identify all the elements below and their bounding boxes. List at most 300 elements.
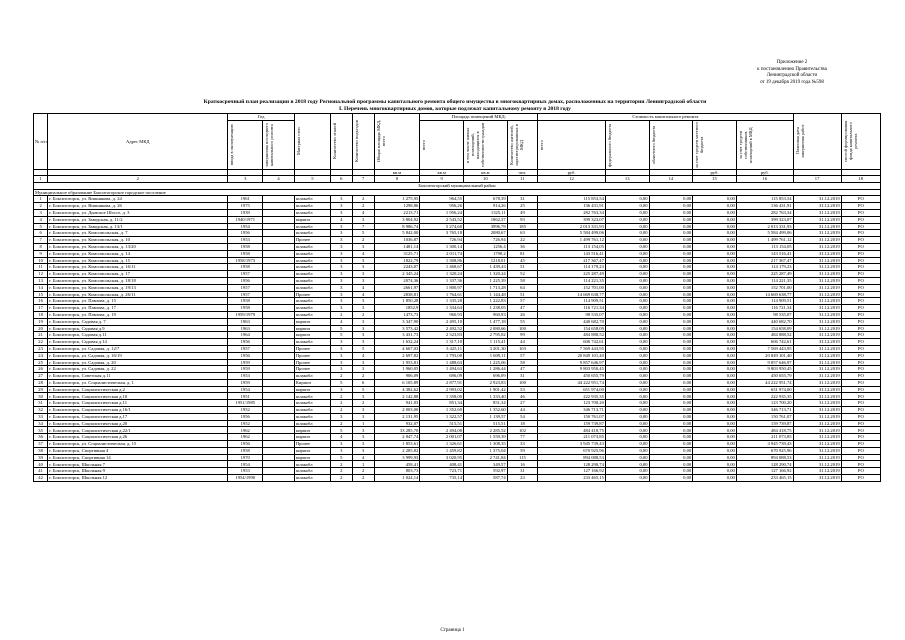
address-cell: г. Бокситогорск, Спортивная 4 (48, 447, 228, 454)
reg-cell: 0,00 (649, 400, 693, 407)
cost-all-cell: 20 849 101,40 (538, 352, 606, 359)
year-built-cell: 1957 (228, 291, 263, 298)
area-total-cell: 2 131,95 (374, 413, 420, 420)
col-cost-all-header: всего (538, 120, 606, 169)
year-built-cell: 1958 (228, 250, 263, 257)
area-total-cell: 3 999,93 (374, 454, 420, 461)
own-cell: 3 945 739,43 (736, 441, 793, 448)
method-cell: РО (841, 298, 880, 305)
fed-cell: 0,00 (605, 420, 649, 427)
area-all-cell: 1 488,63 (420, 359, 464, 366)
reg-cell: 0,00 (649, 454, 693, 461)
table-row (34, 250, 881, 257)
area-all-cell: 5 274,60 (420, 223, 464, 230)
page-footer: Страница 1 (440, 628, 465, 633)
floors-cell: 3 (330, 257, 352, 264)
fed-cell: 0,00 (605, 461, 649, 468)
address-cell: г. Бокситогорск, ул. Социалистическая, д. 15 (48, 441, 228, 448)
area-total-cell: 1473,73 (374, 311, 420, 318)
method-cell: РО (841, 352, 880, 359)
unit-label: руб. (693, 169, 737, 176)
area-priv-cell: 2 285,52 (464, 427, 508, 434)
table-row (34, 339, 881, 346)
year-repair-cell (263, 413, 295, 420)
mun-cell: 0,00 (693, 441, 737, 448)
table-row (34, 386, 881, 393)
year-repair-cell (263, 284, 295, 291)
area-all-cell: 960,93 (420, 311, 464, 318)
own-cell: 5 584 499,06 (736, 230, 793, 237)
mun-cell: 0,00 (693, 447, 737, 454)
area-priv-cell: 1 222,83 (464, 298, 508, 305)
year-built-cell: 1953 (228, 373, 263, 380)
area-priv-cell: 1218,01 (464, 257, 508, 264)
area-total-cell: 932,07 (374, 420, 420, 427)
mun-cell: 0,00 (693, 250, 737, 257)
entrances-cell: 3 (352, 413, 374, 420)
address-cell: г. Бокситогорск, ул. Комсомольская, д. 26/11 (48, 291, 228, 298)
col-reg-header: областного бюджета (649, 120, 693, 169)
own-cell: 1 499 761,12 (736, 237, 793, 244)
mun-cell: 0,00 (693, 454, 737, 461)
column-number: 16 (736, 176, 793, 183)
cost-all-cell: 114 221,35 (538, 277, 606, 284)
row-number: 15 (34, 291, 48, 298)
area-priv-cell: 1 225,39 (464, 277, 508, 284)
material-cell: шлакобл (294, 223, 330, 230)
table-row (34, 332, 881, 339)
floors-cell: 3 (330, 209, 352, 216)
unit-label: кв.м (420, 169, 464, 176)
year-built-cell: 1958 (228, 243, 263, 250)
floors-cell: 3 (330, 305, 352, 312)
table-row (34, 468, 881, 475)
entrances-cell: 7 (352, 223, 374, 230)
cost-all-cell: 894 088,53 (538, 454, 606, 461)
area-all-cell: 964,55 (420, 196, 464, 203)
planned-date-cell: 31.12.2019 (793, 461, 841, 468)
cost-all-cell: 143 516,41 (538, 250, 606, 257)
residents-cell: 31 (507, 196, 538, 203)
area-priv-cell: 1 286,44 (464, 366, 508, 373)
mun-cell: 0,00 (693, 420, 737, 427)
planned-date-cell: 31.12.2019 (793, 400, 841, 407)
floors-cell: 3 (330, 339, 352, 346)
reg-cell: 0,00 (649, 196, 693, 203)
area-total-cell: 3 431,73 (374, 332, 420, 339)
area-all-cell: 723,71 (420, 468, 464, 475)
year-repair-cell (263, 264, 295, 271)
residents-cell: 99 (507, 332, 538, 339)
col-area-total-header: Общая площадь МКД, всего (374, 114, 420, 170)
entrances-cell: 5 (352, 345, 374, 352)
address-cell: г. Бокситогорск, ул. Комсомольская, д. 15 (48, 257, 228, 264)
area-priv-cell: 2 741,84 (464, 454, 508, 461)
entrances-cell: 3 (352, 427, 374, 434)
mun-cell: 0,00 (693, 325, 737, 332)
row-number: 39 (34, 454, 48, 461)
table-row (34, 407, 881, 414)
entrances-cell: 3 (352, 271, 374, 278)
own-cell: 143 516,41 (736, 250, 793, 257)
settlement-row (34, 189, 881, 196)
area-all-cell: 515,51 (420, 420, 464, 427)
cost-all-cell: 399 323,07 (538, 216, 606, 223)
area-total-cell: 1 275,95 (374, 196, 420, 203)
planned-date-cell: 31.12.2019 (793, 413, 841, 420)
cost-all-cell: 123 700,20 (538, 400, 606, 407)
row-number: 27 (34, 373, 48, 380)
residents-cell: 23 (507, 475, 538, 482)
material-cell: шлакобл (294, 468, 330, 475)
mun-cell: 0,00 (693, 203, 737, 210)
own-cell: 450 655,79 (736, 373, 793, 380)
residents-cell: 45 (507, 257, 538, 264)
floors-cell: 3 (330, 250, 352, 257)
area-total-cell: 5 842,00 (374, 230, 420, 237)
material-cell: шлакобл (294, 413, 330, 420)
year-repair-cell (263, 407, 295, 414)
area-priv-cell: 1 713,28 (464, 284, 508, 291)
own-cell: 282 763,34 (736, 209, 793, 216)
area-total-cell: 2661,97 (374, 284, 420, 291)
address-cell: г. Бокситогорск, Садовая д.11 (48, 332, 228, 339)
column-number: 2 (48, 176, 228, 183)
reg-cell: 0,00 (649, 339, 693, 346)
area-all-cell: 1 468,67 (420, 264, 464, 271)
area-priv-cell: 1 559,39 (464, 434, 508, 441)
fed-cell: 0,00 (605, 311, 649, 318)
area-total-cell: 2 142,88 (374, 393, 420, 400)
cost-all-cell: 440 682,70 (538, 318, 606, 325)
table-row (34, 230, 881, 237)
method-cell: РО (841, 305, 880, 312)
row-number: 37 (34, 441, 48, 448)
method-cell: РО (841, 216, 880, 223)
fed-cell: 0,00 (605, 271, 649, 278)
address-cell: г. Бокситогорск, ул. Комсомольская, д. 19/13 (48, 284, 228, 291)
floors-cell: 3 (330, 237, 352, 244)
material-cell: шлакобл (294, 393, 330, 400)
cost-all-cell: 450 655,79 (538, 373, 606, 380)
entrances-cell: 2 (352, 468, 374, 475)
area-total-cell: 8 986,74 (374, 223, 420, 230)
year-built-cell: 1958 (228, 264, 263, 271)
material-cell: кирпич (294, 447, 330, 454)
residents-cell: 100 (507, 325, 538, 332)
cost-all-cell: 114 909,51 (538, 298, 606, 305)
year-built-cell: 1951 (228, 393, 263, 400)
area-all-cell: 1 317,10 (420, 339, 464, 346)
fed-cell: 0,00 (605, 277, 649, 284)
address-cell: г. Бокситогорск, Социалистическая д.22/1 (48, 427, 228, 434)
method-cell: РО (841, 325, 880, 332)
reg-cell: 0,00 (649, 461, 693, 468)
fed-cell: 0,00 (605, 237, 649, 244)
reg-cell: 0,00 (649, 277, 693, 284)
column-number-row (34, 176, 881, 183)
year-repair-cell (263, 318, 295, 325)
own-cell: 225 287,49 (736, 271, 793, 278)
area-all-cell: 1 308,86 (420, 257, 464, 264)
table-row (34, 216, 881, 223)
floors-cell: 3 (330, 223, 352, 230)
cost-all-cell: 211 073,85 (538, 434, 606, 441)
entrances-cell: 2 (352, 237, 374, 244)
area-total-cell: 2 697,82 (374, 352, 420, 359)
planned-date-cell: 31.12.2019 (793, 407, 841, 414)
method-cell: РО (841, 271, 880, 278)
fed-cell: 0,00 (605, 434, 649, 441)
floors-cell: 5 (330, 332, 352, 339)
reg-cell: 0,00 (649, 434, 693, 441)
own-cell: 233 465,15 (736, 475, 793, 482)
cost-all-cell: 7 569 443,95 (538, 345, 606, 352)
residents-cell: 100 (507, 379, 538, 386)
mun-cell: 0,00 (693, 379, 737, 386)
entrances-cell: 1 (352, 420, 374, 427)
mun-cell: 0,00 (693, 284, 737, 291)
mun-cell: 0,00 (693, 243, 737, 250)
area-total-cell: 1036,87 (374, 237, 420, 244)
row-number: 10 (34, 257, 48, 264)
planned-date-cell: 31.12.2019 (793, 277, 841, 284)
planned-date-cell: 31.12.2019 (793, 352, 841, 359)
address-cell: г. Бокситогорск, Социалистическая д.17 (48, 413, 228, 420)
floors-cell: 3 (330, 277, 352, 284)
area-priv-cell: 1 320,24 (464, 271, 508, 278)
method-cell: РО (841, 386, 880, 393)
material-cell: Прочее (294, 366, 330, 373)
material-cell: кирпич (294, 216, 330, 223)
area-total-cell: 3 347,90 (374, 318, 420, 325)
row-number: 33 (34, 413, 48, 420)
planned-date-cell: 31.12.2019 (793, 311, 841, 318)
column-number: 15 (693, 176, 737, 183)
residents-cell: 103 (507, 345, 538, 352)
area-total-cell: 3 573,42 (374, 325, 420, 332)
entrances-cell: 3 (352, 359, 374, 366)
col-mun-header: за счет средств местного бюджета (693, 120, 737, 169)
reg-cell: 0,00 (649, 373, 693, 380)
entrances-cell: 4 (352, 284, 374, 291)
residents-cell: 58 (507, 359, 538, 366)
reg-cell: 0,00 (649, 318, 693, 325)
mun-cell: 0,00 (693, 291, 737, 298)
year-built-cell: 1956 (228, 339, 263, 346)
column-number: 13 (605, 176, 649, 183)
residents-cell: 102 (507, 427, 538, 434)
material-cell: шлакобл (294, 461, 330, 468)
table-row (34, 284, 881, 291)
area-total-cell: 1 024,14 (374, 475, 420, 482)
planned-date-cell: 31.12.2019 (793, 318, 841, 325)
floors-cell: 5 (330, 427, 352, 434)
material-cell: кирпич (294, 454, 330, 461)
fed-cell: 0,00 (605, 223, 649, 230)
units-row (34, 169, 881, 176)
table-row (34, 379, 881, 386)
area-priv-cell: 349,57 (464, 461, 508, 468)
year-repair-cell (263, 359, 295, 366)
area-priv-cell: 3996,78 (464, 223, 508, 230)
own-cell: 9 857 646,97 (736, 359, 793, 366)
entrances-cell: 5 (352, 386, 374, 393)
row-number: 29 (34, 386, 48, 393)
header-line: Приложение 2 (776, 60, 808, 65)
material-cell: шлакобл (294, 284, 330, 291)
row-number: 34 (34, 420, 48, 427)
table-row (34, 311, 881, 318)
floors-cell: 3 (330, 271, 352, 278)
method-cell: РО (841, 332, 880, 339)
floors-cell: 3 (330, 298, 352, 305)
planned-date-cell: 31.12.2019 (793, 393, 841, 400)
row-number: 32 (34, 407, 48, 414)
material-cell: кирпич (294, 325, 330, 332)
floors-cell: 2 (330, 461, 352, 468)
own-cell: 20 849 101,40 (736, 352, 793, 359)
mun-cell: 0,00 (693, 209, 737, 216)
entrances-cell: 3 (352, 332, 374, 339)
area-total-cell: 1298,86 (374, 203, 420, 210)
area-priv-cell: 2080,67 (464, 230, 508, 237)
planned-date-cell: 31.12.2019 (793, 345, 841, 352)
column-number: 11 (507, 176, 538, 183)
residents-cell: 55 (507, 318, 538, 325)
material-cell: шлакобл (294, 277, 330, 284)
material-cell: шлакобл (294, 271, 330, 278)
col-area-all-header: всего (420, 120, 464, 169)
residents-cell: 58 (507, 277, 538, 284)
row-number: 16 (34, 298, 48, 305)
fed-cell: 0,00 (605, 475, 649, 482)
fed-cell: 0,00 (605, 209, 649, 216)
row-number: 9 (34, 250, 48, 257)
settlement-name: Муниципальное образование Бокситогорское городское поселение (34, 189, 881, 196)
row-number: 6 (34, 230, 48, 237)
address-cell: г. Бокситогорск, Социалистическая д.2 (48, 386, 228, 393)
year-repair-cell (263, 237, 295, 244)
year-repair-cell (263, 386, 295, 393)
material-cell: кирпич (294, 386, 330, 393)
reg-cell: 0,00 (649, 407, 693, 414)
col-address-header: Адрес МКД (48, 114, 228, 170)
cost-all-cell: 113 154,05 (538, 243, 606, 250)
area-all-cell: 2 492,52 (420, 325, 464, 332)
own-cell: 114 179,23 (736, 264, 793, 271)
col-area-priv-header: в том числе жилых помещений, находящихся в собственности граждан (464, 120, 508, 169)
area-all-cell: 1 334,64 (420, 305, 464, 312)
year-repair-cell (263, 298, 295, 305)
area-total-cell: 906,09 (374, 373, 420, 380)
col-year-repair-header: завершения последнего капитального ремонта (263, 120, 295, 169)
row-number: 14 (34, 284, 48, 291)
reg-cell: 0,00 (649, 413, 693, 420)
own-cell: 159 739,87 (736, 420, 793, 427)
year-repair-cell (263, 271, 295, 278)
area-total-cell: 2 285,82 (374, 447, 420, 454)
planned-date-cell: 31.12.2019 (793, 257, 841, 264)
own-cell: 152 701,00 (736, 284, 793, 291)
col-cost-group-header: Стоимость капитального ремонта (538, 114, 793, 121)
fed-cell: 0,00 (605, 257, 649, 264)
floors-cell: 2 (330, 407, 352, 414)
table-row (34, 359, 881, 366)
table-row (34, 427, 881, 434)
own-cell: 128 290,74 (736, 461, 793, 468)
area-priv-cell: 1 901,42 (464, 386, 508, 393)
cost-all-cell: 128 290,74 (538, 461, 606, 468)
reg-cell: 0,00 (649, 468, 693, 475)
fed-cell: 0,00 (605, 298, 649, 305)
method-cell: РО (841, 203, 880, 210)
entrances-cell: 3 (352, 366, 374, 373)
method-cell: РО (841, 345, 880, 352)
year-repair-cell (263, 461, 295, 468)
area-total-cell: 2 003,00 (374, 407, 420, 414)
floors-cell: 3 (330, 264, 352, 271)
table-row (34, 475, 881, 482)
fed-cell: 0,00 (605, 352, 649, 359)
area-priv-cell: 1 225,06 (464, 359, 508, 366)
year-repair-cell (263, 243, 295, 250)
mun-cell: 0,00 (693, 332, 737, 339)
col-method-header: способ формирования фонда капитального ремонта (841, 114, 880, 170)
area-all-cell: 2 877,91 (420, 379, 464, 386)
area-all-cell: 1 322,57 (420, 413, 464, 420)
method-cell: РО (841, 420, 880, 427)
reg-cell: 0,00 (649, 264, 693, 271)
cost-all-cell: 114 179,23 (538, 264, 606, 271)
table-row (34, 420, 881, 427)
year-built-cell: 1970 (228, 454, 263, 461)
floors-cell: 5 (330, 379, 352, 386)
method-cell: РО (841, 434, 880, 441)
address-cell: г. Бокситогорск, ул. Заводская, д. 11/2 (48, 216, 228, 223)
reg-cell: 0,00 (649, 237, 693, 244)
fed-cell: 0,00 (605, 243, 649, 250)
row-number: 25 (34, 359, 48, 366)
reg-cell: 0,00 (649, 216, 693, 223)
entrances-cell: 3 (352, 339, 374, 346)
entrances-cell: 3 (352, 257, 374, 264)
method-cell: РО (841, 284, 880, 291)
table-row (34, 325, 881, 332)
column-number: 9 (420, 176, 464, 183)
reg-cell: 0,00 (649, 366, 693, 373)
row-number: 41 (34, 468, 48, 475)
area-priv-cell: 1 439,43 (464, 264, 508, 271)
entrances-cell: 3 (352, 325, 374, 332)
material-cell: шлакобл (294, 475, 330, 482)
fed-cell: 0,00 (605, 318, 649, 325)
fed-cell: 0,00 (605, 216, 649, 223)
year-built-cell: 1954 (228, 461, 263, 468)
planned-date-cell: 31.12.2019 (793, 250, 841, 257)
year-built-cell: 1959 (228, 359, 263, 366)
table-row (34, 318, 881, 325)
method-cell: РО (841, 291, 880, 298)
table-row (34, 277, 881, 284)
row-number: 28 (34, 379, 48, 386)
reg-cell: 0,00 (649, 447, 693, 454)
residents-cell: 64 (507, 284, 538, 291)
residents-cell: 52 (507, 271, 538, 278)
cost-all-cell: 116 721,34 (538, 305, 606, 312)
floors-cell: 3 (330, 386, 352, 393)
address-cell: г. Бокситогорск, ул. Садовая, д. 20 (48, 359, 228, 366)
